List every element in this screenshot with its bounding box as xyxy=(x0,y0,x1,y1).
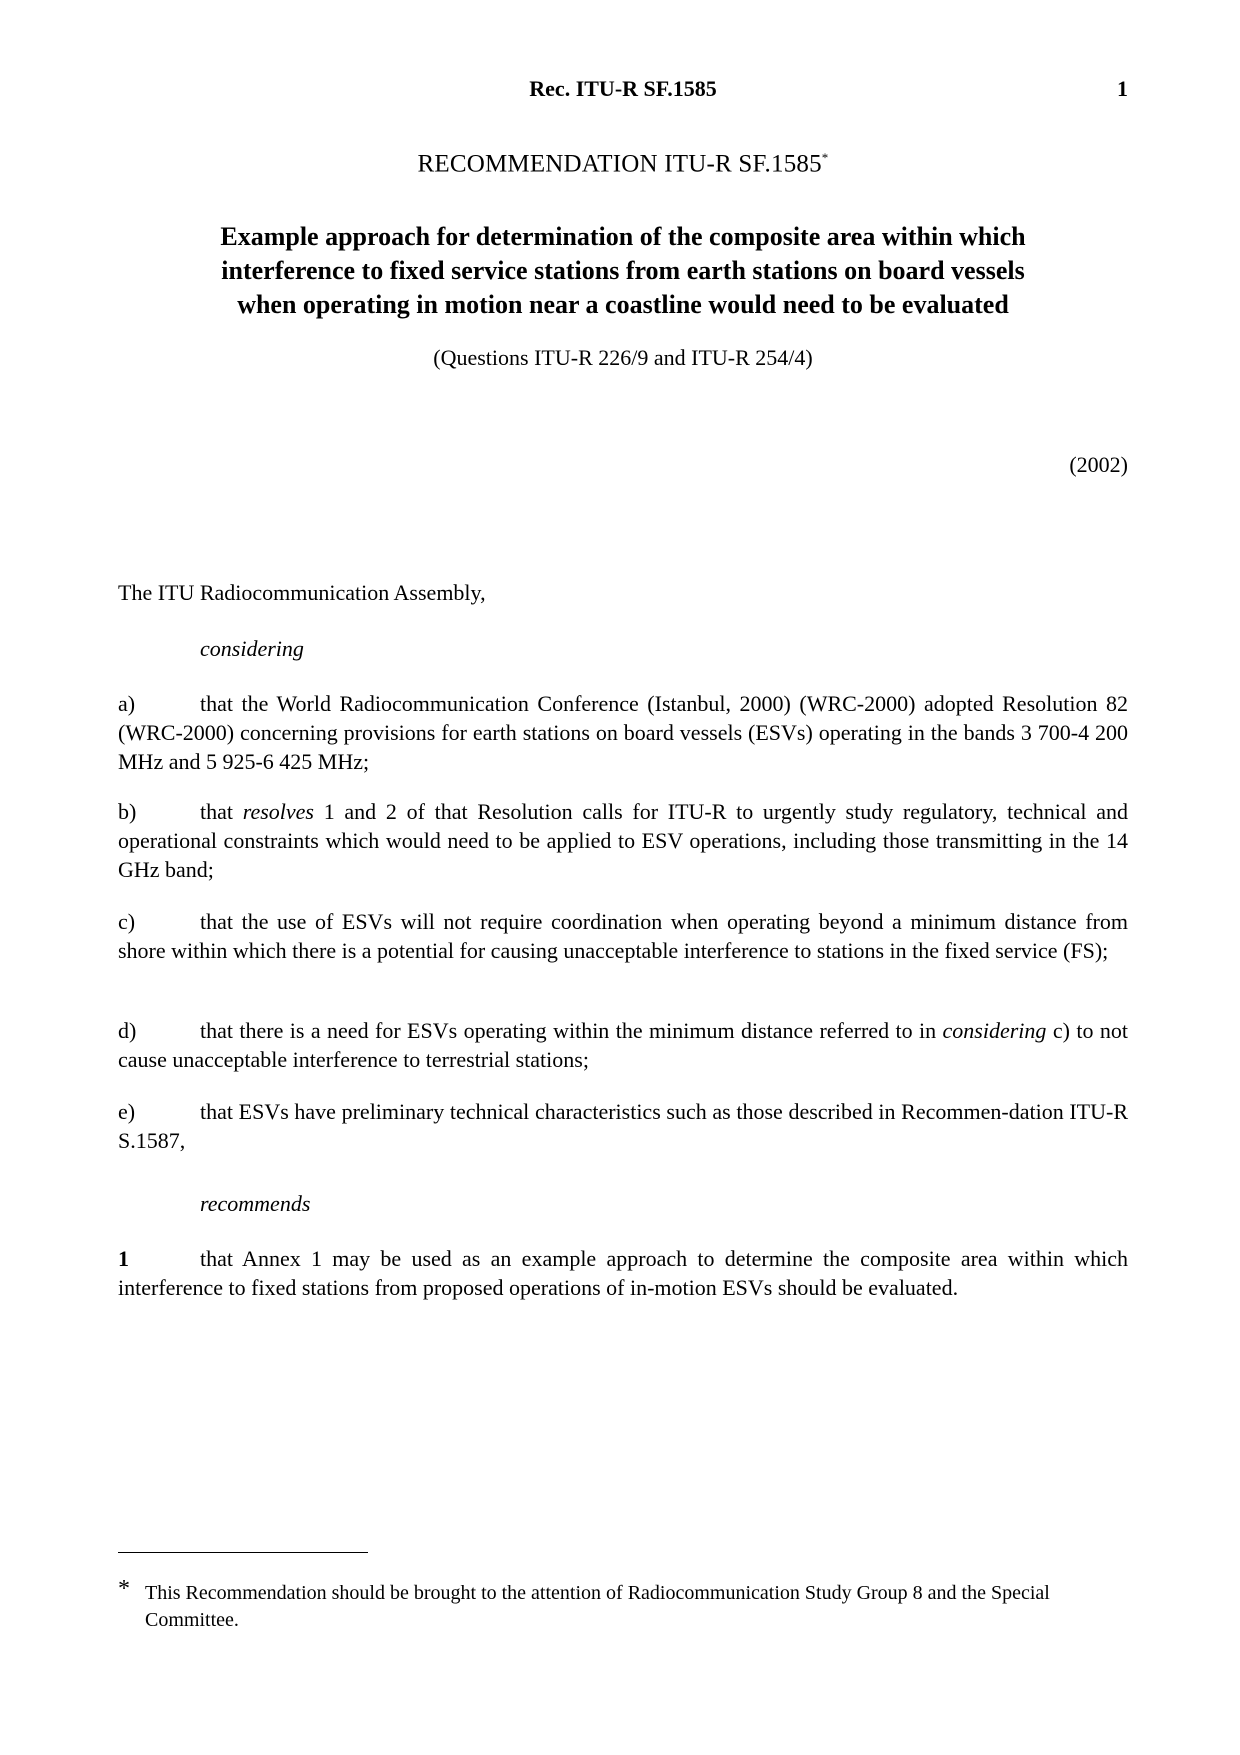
main-title-line-3: when operating in motion near a coastline would need to be evaluated xyxy=(237,290,1009,319)
footnote-text: This Recommendation should be brought to the attention of Radiocommunication Study Group 8 and the Special Committee. xyxy=(145,1582,1050,1631)
recommendation-title-text: RECOMMENDATION ITU-R SF.1585 xyxy=(417,150,822,178)
running-header xyxy=(118,76,1128,106)
considering-item-c xyxy=(118,907,1128,965)
page-number: 1 xyxy=(1117,76,1128,101)
item-marker: e) xyxy=(118,1099,136,1124)
item-text-pre: that xyxy=(200,799,243,824)
considering-item-e xyxy=(118,1097,1128,1155)
footnote-divider xyxy=(118,1552,368,1553)
main-title-line-2: interference to fixed service stations from earth stations on board vessels xyxy=(221,256,1025,285)
header-doc-reference: Rec. ITU-R SF.1585 xyxy=(529,76,717,101)
questions-reference: (Questions ITU-R 226/9 and ITU-R 254/4) xyxy=(433,345,813,370)
considering-item-d xyxy=(118,1016,1128,1074)
considering-heading: considering xyxy=(200,636,304,661)
item-text-post: c) to not cause unacceptable interference to terrestrial stations; xyxy=(118,1018,1128,1072)
footnote xyxy=(118,1576,1128,1634)
item-text: that the use of ESVs will not require coordination when operating beyond a minimum distance from shore within which there is a potential for causing unacceptable interference to stations in the fixed service (FS); xyxy=(118,909,1128,963)
item-marker: 1 xyxy=(118,1246,129,1271)
item-marker: d) xyxy=(118,1018,137,1043)
item-text-emphasis: resolves xyxy=(242,799,314,824)
item-text: that ESVs have preliminary technical characteristics such as those described in Recommen-dation ITU-R S.1587, xyxy=(118,1099,1128,1153)
recommends-heading: recommends xyxy=(200,1191,311,1216)
main-title-line-1: Example approach for determination of the composite area within which xyxy=(220,222,1026,251)
item-text: that the World Radiocommunication Conference (Istanbul, 2000) (WRC-2000) adopted Resolution 82 (WRC-2000) concerning provisions for earth stations on board vessels (ESVs) operating in the bands 3 700-4 200 MHz and 5 925-6 425 MHz; xyxy=(118,691,1128,774)
footnote-marker: * xyxy=(118,1576,130,1602)
considering-item-a xyxy=(118,689,1128,776)
assembly-line: The ITU Radiocommunication Assembly, xyxy=(118,580,486,605)
considering-item-b xyxy=(118,797,1128,884)
footnote-reference-marker: * xyxy=(821,150,829,165)
item-marker: a) xyxy=(118,691,136,716)
recommendation-title xyxy=(118,150,1128,178)
item-text-emphasis: considering xyxy=(942,1018,1047,1043)
item-text-pre: that there is a need for ESVs operating within the minimum distance referred to in xyxy=(200,1018,943,1043)
item-marker: c) xyxy=(118,909,136,934)
item-text: that Annex 1 may be used as an example approach to determine the composite area within which interference to fixed stations from proposed operations of in-motion ESVs should be evaluated. xyxy=(118,1246,1128,1300)
item-text-post: 1 and 2 of that Resolution calls for ITU-R to urgently study regulatory, technical and operational constraints which would need to be applied to ESV operations, including those transmitting in the 14 GHz band; xyxy=(118,799,1128,882)
main-title xyxy=(150,220,1096,322)
publication-year: (2002) xyxy=(1069,452,1128,477)
recommends-item-1 xyxy=(118,1244,1128,1302)
item-marker: b) xyxy=(118,799,137,824)
